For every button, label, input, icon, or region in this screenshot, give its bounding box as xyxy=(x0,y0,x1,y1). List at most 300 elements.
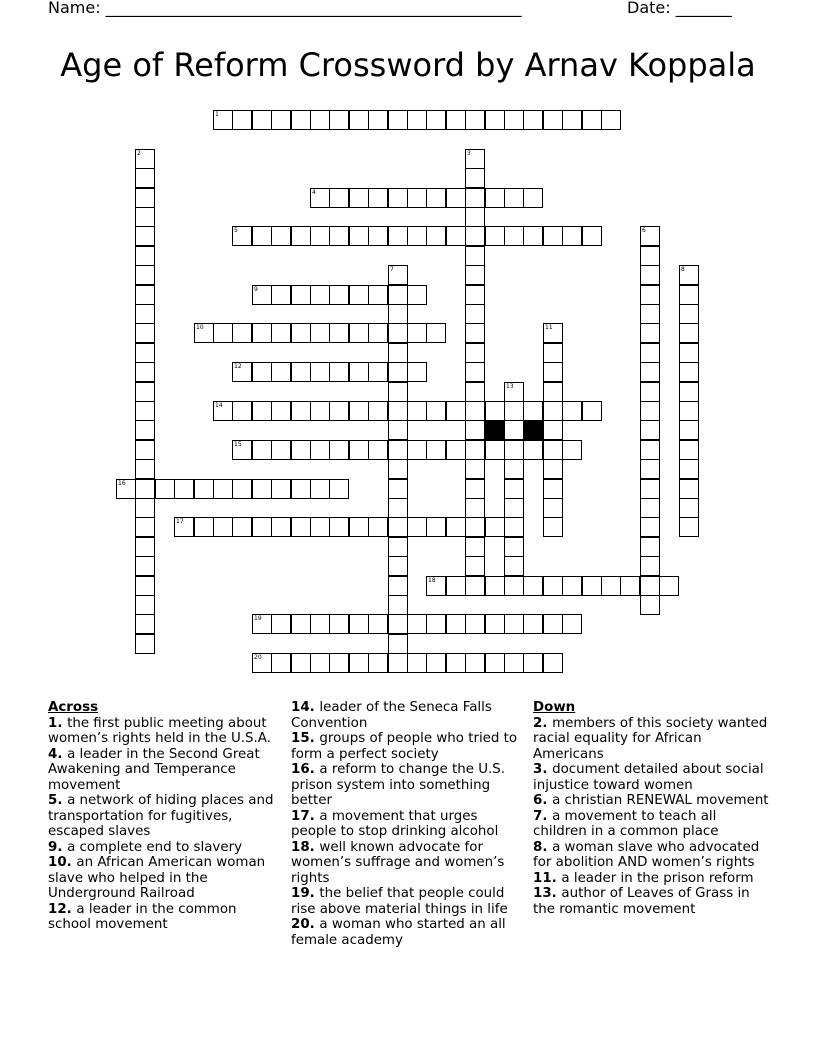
grid-cell[interactable] xyxy=(446,401,466,421)
grid-cell[interactable] xyxy=(232,401,252,421)
grid-cell[interactable] xyxy=(582,110,602,130)
grid-cell[interactable] xyxy=(135,537,155,557)
grid-cell[interactable] xyxy=(426,517,446,537)
grid-cell[interactable] xyxy=(368,517,388,537)
grid-cell[interactable] xyxy=(271,614,291,634)
grid-cell[interactable] xyxy=(135,265,155,285)
grid-cell[interactable] xyxy=(562,226,582,246)
grid-cell[interactable] xyxy=(329,479,349,499)
grid-cell[interactable] xyxy=(213,323,233,343)
grid-cell[interactable] xyxy=(640,420,660,440)
grid-cell[interactable] xyxy=(388,440,408,460)
grid-cell[interactable] xyxy=(291,110,311,130)
grid-cell[interactable] xyxy=(135,343,155,363)
grid-cell[interactable] xyxy=(504,479,524,499)
grid-cell[interactable] xyxy=(135,556,155,576)
grid-cell[interactable] xyxy=(485,653,505,673)
grid-cell[interactable] xyxy=(388,517,408,537)
grid-cell[interactable] xyxy=(640,401,660,421)
grid-cell[interactable] xyxy=(368,323,388,343)
grid-cell[interactable] xyxy=(465,343,485,363)
grid-cell[interactable] xyxy=(465,440,485,460)
grid-cell[interactable] xyxy=(135,149,155,169)
grid-cell[interactable] xyxy=(213,479,233,499)
grid-cell[interactable] xyxy=(310,479,330,499)
grid-cell[interactable] xyxy=(329,285,349,305)
grid-cell[interactable] xyxy=(640,595,660,615)
grid-cell[interactable] xyxy=(543,226,563,246)
grid-cell[interactable] xyxy=(252,226,272,246)
grid-cell[interactable] xyxy=(465,614,485,634)
grid-cell[interactable] xyxy=(465,207,485,227)
grid-cell[interactable] xyxy=(640,265,660,285)
grid-cell[interactable] xyxy=(291,479,311,499)
grid-cell[interactable] xyxy=(368,401,388,421)
grid-cell[interactable] xyxy=(329,226,349,246)
grid-cell[interactable] xyxy=(446,226,466,246)
grid-cell[interactable] xyxy=(310,440,330,460)
grid-cell[interactable] xyxy=(426,323,446,343)
grid-cell[interactable] xyxy=(232,323,252,343)
grid-cell[interactable] xyxy=(252,110,272,130)
grid-cell[interactable] xyxy=(135,420,155,440)
grid-cell[interactable] xyxy=(640,537,660,557)
grid-cell[interactable] xyxy=(504,517,524,537)
grid-cell[interactable] xyxy=(504,498,524,518)
grid-cell[interactable] xyxy=(679,304,699,324)
grid-cell[interactable] xyxy=(232,479,252,499)
grid-cell[interactable] xyxy=(213,110,233,130)
grid-cell[interactable] xyxy=(135,440,155,460)
grid-cell[interactable] xyxy=(446,517,466,537)
grid-cell[interactable] xyxy=(426,576,446,596)
grid-cell[interactable] xyxy=(640,556,660,576)
grid-cell[interactable] xyxy=(368,362,388,382)
grid-cell[interactable] xyxy=(562,614,582,634)
grid-cell[interactable] xyxy=(252,323,272,343)
grid-cell[interactable] xyxy=(543,323,563,343)
grid-cell[interactable] xyxy=(485,614,505,634)
grid-cell[interactable] xyxy=(407,653,427,673)
grid-cell[interactable] xyxy=(194,479,214,499)
grid-cell[interactable] xyxy=(465,382,485,402)
grid-cell[interactable] xyxy=(388,576,408,596)
grid-cell[interactable] xyxy=(135,634,155,654)
grid-cell[interactable] xyxy=(543,440,563,460)
grid-cell[interactable] xyxy=(485,188,505,208)
grid-cell[interactable] xyxy=(465,265,485,285)
grid-cell[interactable] xyxy=(291,517,311,537)
grid-cell[interactable] xyxy=(659,576,679,596)
grid-cell[interactable] xyxy=(465,149,485,169)
grid-cell[interactable] xyxy=(640,304,660,324)
grid-cell[interactable] xyxy=(291,323,311,343)
grid-cell[interactable] xyxy=(310,188,330,208)
grid-cell[interactable] xyxy=(465,188,485,208)
grid-cell[interactable] xyxy=(388,537,408,557)
grid-cell[interactable] xyxy=(291,440,311,460)
grid-cell[interactable] xyxy=(446,188,466,208)
grid-cell[interactable] xyxy=(388,265,408,285)
grid-cell[interactable] xyxy=(679,459,699,479)
grid-cell[interactable] xyxy=(349,653,369,673)
grid-cell[interactable] xyxy=(271,226,291,246)
grid-cell[interactable] xyxy=(543,420,563,440)
grid-cell[interactable] xyxy=(135,595,155,615)
grid-cell[interactable] xyxy=(485,226,505,246)
grid-cell[interactable] xyxy=(310,323,330,343)
grid-cell[interactable] xyxy=(640,323,660,343)
grid-cell[interactable] xyxy=(543,614,563,634)
grid-cell[interactable] xyxy=(155,479,175,499)
grid-cell[interactable] xyxy=(271,401,291,421)
grid-cell[interactable] xyxy=(679,401,699,421)
grid-cell[interactable] xyxy=(252,401,272,421)
grid-cell[interactable] xyxy=(601,110,621,130)
grid-cell[interactable] xyxy=(135,168,155,188)
grid-cell[interactable] xyxy=(465,110,485,130)
grid-cell[interactable] xyxy=(679,440,699,460)
grid-cell[interactable] xyxy=(640,517,660,537)
grid-cell[interactable] xyxy=(679,362,699,382)
grid-cell[interactable] xyxy=(291,401,311,421)
grid-cell[interactable] xyxy=(465,537,485,557)
grid-cell[interactable] xyxy=(679,343,699,363)
grid-cell[interactable] xyxy=(465,246,485,266)
grid-cell[interactable] xyxy=(504,226,524,246)
grid-cell[interactable] xyxy=(271,110,291,130)
grid-cell[interactable] xyxy=(446,576,466,596)
grid-cell[interactable] xyxy=(465,323,485,343)
grid-cell[interactable] xyxy=(485,440,505,460)
grid-cell[interactable] xyxy=(388,614,408,634)
grid-cell[interactable] xyxy=(135,498,155,518)
grid-cell[interactable] xyxy=(349,110,369,130)
grid-cell[interactable] xyxy=(465,401,485,421)
grid-cell[interactable] xyxy=(368,226,388,246)
grid-cell[interactable] xyxy=(640,459,660,479)
grid-cell[interactable] xyxy=(135,576,155,596)
grid-cell[interactable] xyxy=(426,614,446,634)
grid-cell[interactable] xyxy=(446,440,466,460)
grid-cell[interactable] xyxy=(504,614,524,634)
grid-cell[interactable] xyxy=(640,440,660,460)
grid-cell[interactable] xyxy=(252,285,272,305)
grid-cell[interactable] xyxy=(582,401,602,421)
grid-cell[interactable] xyxy=(446,614,466,634)
grid-cell[interactable] xyxy=(446,653,466,673)
grid-cell[interactable] xyxy=(252,517,272,537)
grid-cell[interactable] xyxy=(523,110,543,130)
grid-cell[interactable] xyxy=(368,285,388,305)
grid-cell[interactable] xyxy=(465,517,485,537)
grid-cell[interactable] xyxy=(271,440,291,460)
grid-cell[interactable] xyxy=(543,576,563,596)
grid-cell[interactable] xyxy=(523,401,543,421)
grid-cell[interactable] xyxy=(504,382,524,402)
grid-cell[interactable] xyxy=(194,323,214,343)
grid-cell[interactable] xyxy=(407,614,427,634)
grid-cell[interactable] xyxy=(135,362,155,382)
grid-cell[interactable] xyxy=(329,188,349,208)
grid-cell[interactable] xyxy=(310,110,330,130)
grid-cell[interactable] xyxy=(426,226,446,246)
grid-cell[interactable] xyxy=(310,362,330,382)
grid-cell[interactable] xyxy=(388,401,408,421)
grid-cell[interactable] xyxy=(485,401,505,421)
grid-cell[interactable] xyxy=(562,440,582,460)
grid-cell[interactable] xyxy=(232,440,252,460)
grid-cell[interactable] xyxy=(135,517,155,537)
grid-cell[interactable] xyxy=(504,188,524,208)
grid-cell[interactable] xyxy=(465,498,485,518)
grid-cell[interactable] xyxy=(640,246,660,266)
grid-cell[interactable] xyxy=(426,440,446,460)
grid-cell[interactable] xyxy=(232,226,252,246)
grid-cell[interactable] xyxy=(388,420,408,440)
grid-cell[interactable] xyxy=(329,362,349,382)
grid-cell[interactable] xyxy=(465,304,485,324)
grid-cell[interactable] xyxy=(271,323,291,343)
grid-cell[interactable] xyxy=(640,226,660,246)
grid-cell[interactable] xyxy=(135,614,155,634)
grid-cell[interactable] xyxy=(640,479,660,499)
grid-cell[interactable] xyxy=(349,188,369,208)
grid-cell[interactable] xyxy=(271,362,291,382)
grid-cell[interactable] xyxy=(135,246,155,266)
grid-cell[interactable] xyxy=(388,323,408,343)
grid-cell[interactable] xyxy=(135,323,155,343)
grid-cell[interactable] xyxy=(407,440,427,460)
grid-cell[interactable] xyxy=(640,362,660,382)
grid-cell[interactable] xyxy=(368,440,388,460)
grid-cell[interactable] xyxy=(543,343,563,363)
grid-cell[interactable] xyxy=(465,653,485,673)
grid-cell[interactable] xyxy=(329,653,349,673)
grid-cell[interactable] xyxy=(232,517,252,537)
grid-cell[interactable] xyxy=(485,110,505,130)
grid-cell[interactable] xyxy=(562,576,582,596)
grid-cell[interactable] xyxy=(252,362,272,382)
grid-cell[interactable] xyxy=(135,285,155,305)
grid-cell[interactable] xyxy=(407,362,427,382)
grid-cell[interactable] xyxy=(679,479,699,499)
grid-cell[interactable] xyxy=(232,110,252,130)
grid-cell[interactable] xyxy=(213,401,233,421)
grid-cell[interactable] xyxy=(543,401,563,421)
grid-cell[interactable] xyxy=(329,323,349,343)
grid-cell[interactable] xyxy=(329,614,349,634)
grid-cell[interactable] xyxy=(407,401,427,421)
grid-cell[interactable] xyxy=(349,517,369,537)
grid-cell[interactable] xyxy=(679,265,699,285)
grid-cell[interactable] xyxy=(388,382,408,402)
grid-cell[interactable] xyxy=(523,440,543,460)
grid-cell[interactable] xyxy=(543,382,563,402)
grid-cell[interactable] xyxy=(485,517,505,537)
grid-cell[interactable] xyxy=(504,537,524,557)
grid-cell[interactable] xyxy=(465,556,485,576)
grid-cell[interactable] xyxy=(426,653,446,673)
grid-cell[interactable] xyxy=(329,440,349,460)
grid-cell[interactable] xyxy=(523,188,543,208)
grid-cell[interactable] xyxy=(349,401,369,421)
grid-cell[interactable] xyxy=(349,362,369,382)
grid-cell[interactable] xyxy=(368,188,388,208)
grid-cell[interactable] xyxy=(271,285,291,305)
grid-cell[interactable] xyxy=(349,285,369,305)
grid-cell[interactable] xyxy=(329,110,349,130)
grid-cell[interactable] xyxy=(349,226,369,246)
grid-cell[interactable] xyxy=(407,188,427,208)
grid-cell[interactable] xyxy=(465,479,485,499)
grid-cell[interactable] xyxy=(116,479,136,499)
grid-cell[interactable] xyxy=(407,226,427,246)
grid-cell[interactable] xyxy=(426,401,446,421)
grid-cell[interactable] xyxy=(349,323,369,343)
grid-cell[interactable] xyxy=(523,226,543,246)
grid-cell[interactable] xyxy=(135,401,155,421)
grid-cell[interactable] xyxy=(640,382,660,402)
grid-cell[interactable] xyxy=(543,479,563,499)
grid-cell[interactable] xyxy=(640,285,660,305)
grid-cell[interactable] xyxy=(562,401,582,421)
grid-cell[interactable] xyxy=(291,226,311,246)
grid-cell[interactable] xyxy=(388,459,408,479)
grid-cell[interactable] xyxy=(252,479,272,499)
grid-cell[interactable] xyxy=(194,517,214,537)
grid-cell[interactable] xyxy=(582,576,602,596)
grid-cell[interactable] xyxy=(213,517,233,537)
grid-cell[interactable] xyxy=(388,653,408,673)
grid-cell[interactable] xyxy=(543,459,563,479)
grid-cell[interactable] xyxy=(291,653,311,673)
grid-cell[interactable] xyxy=(174,517,194,537)
grid-cell[interactable] xyxy=(562,110,582,130)
grid-cell[interactable] xyxy=(135,459,155,479)
grid-cell[interactable] xyxy=(640,498,660,518)
grid-cell[interactable] xyxy=(504,653,524,673)
grid-cell[interactable] xyxy=(465,576,485,596)
grid-cell[interactable] xyxy=(388,595,408,615)
grid-cell[interactable] xyxy=(465,168,485,188)
grid-cell[interactable] xyxy=(504,576,524,596)
grid-cell[interactable] xyxy=(504,440,524,460)
grid-cell[interactable] xyxy=(271,517,291,537)
grid-cell[interactable] xyxy=(329,401,349,421)
grid-cell[interactable] xyxy=(504,110,524,130)
grid-cell[interactable] xyxy=(620,576,640,596)
grid-cell[interactable] xyxy=(388,343,408,363)
grid-cell[interactable] xyxy=(388,556,408,576)
grid-cell[interactable] xyxy=(368,653,388,673)
grid-cell[interactable] xyxy=(388,304,408,324)
grid-cell[interactable] xyxy=(465,420,485,440)
grid-cell[interactable] xyxy=(252,614,272,634)
grid-cell[interactable] xyxy=(135,207,155,227)
grid-cell[interactable] xyxy=(543,110,563,130)
grid-cell[interactable] xyxy=(465,459,485,479)
grid-cell[interactable] xyxy=(388,226,408,246)
grid-cell[interactable] xyxy=(465,285,485,305)
grid-cell[interactable] xyxy=(135,479,155,499)
grid-cell[interactable] xyxy=(465,362,485,382)
grid-cell[interactable] xyxy=(679,498,699,518)
grid-cell[interactable] xyxy=(388,498,408,518)
grid-cell[interactable] xyxy=(349,440,369,460)
grid-cell[interactable] xyxy=(135,188,155,208)
grid-cell[interactable] xyxy=(135,382,155,402)
grid-cell[interactable] xyxy=(407,285,427,305)
grid-cell[interactable] xyxy=(388,479,408,499)
grid-cell[interactable] xyxy=(543,517,563,537)
grid-cell[interactable] xyxy=(640,343,660,363)
grid-cell[interactable] xyxy=(523,614,543,634)
grid-cell[interactable] xyxy=(329,517,349,537)
grid-cell[interactable] xyxy=(388,634,408,654)
grid-cell[interactable] xyxy=(523,653,543,673)
grid-cell[interactable] xyxy=(446,110,466,130)
grid-cell[interactable] xyxy=(543,653,563,673)
grid-cell[interactable] xyxy=(310,517,330,537)
grid-cell[interactable] xyxy=(310,614,330,634)
grid-cell[interactable] xyxy=(679,420,699,440)
grid-cell[interactable] xyxy=(485,576,505,596)
grid-cell[interactable] xyxy=(135,304,155,324)
grid-cell[interactable] xyxy=(679,517,699,537)
grid-cell[interactable] xyxy=(543,498,563,518)
grid-cell[interactable] xyxy=(174,479,194,499)
grid-cell[interactable] xyxy=(252,653,272,673)
grid-cell[interactable] xyxy=(407,110,427,130)
grid-cell[interactable] xyxy=(388,188,408,208)
grid-cell[interactable] xyxy=(679,323,699,343)
grid-cell[interactable] xyxy=(601,576,621,596)
grid-cell[interactable] xyxy=(291,362,311,382)
grid-cell[interactable] xyxy=(271,653,291,673)
grid-cell[interactable] xyxy=(504,556,524,576)
grid-cell[interactable] xyxy=(349,614,369,634)
grid-cell[interactable] xyxy=(426,110,446,130)
grid-cell[interactable] xyxy=(640,576,660,596)
grid-cell[interactable] xyxy=(291,614,311,634)
grid-cell[interactable] xyxy=(465,226,485,246)
grid-cell[interactable] xyxy=(368,110,388,130)
grid-cell[interactable] xyxy=(543,362,563,382)
grid-cell[interactable] xyxy=(679,285,699,305)
grid-cell[interactable] xyxy=(252,440,272,460)
grid-cell[interactable] xyxy=(271,479,291,499)
grid-cell[interactable] xyxy=(310,285,330,305)
grid-cell[interactable] xyxy=(135,226,155,246)
grid-cell[interactable] xyxy=(310,226,330,246)
grid-cell[interactable] xyxy=(407,323,427,343)
grid-cell[interactable] xyxy=(310,401,330,421)
grid-cell[interactable] xyxy=(504,459,524,479)
grid-cell[interactable] xyxy=(388,285,408,305)
grid-cell[interactable] xyxy=(679,382,699,402)
grid-cell[interactable] xyxy=(582,226,602,246)
grid-cell[interactable] xyxy=(291,285,311,305)
grid-cell[interactable] xyxy=(504,420,524,440)
grid-cell[interactable] xyxy=(388,110,408,130)
grid-cell[interactable] xyxy=(368,614,388,634)
grid-cell[interactable] xyxy=(310,653,330,673)
grid-cell[interactable] xyxy=(232,362,252,382)
grid-cell[interactable] xyxy=(407,517,427,537)
grid-cell[interactable] xyxy=(388,362,408,382)
grid-cell[interactable] xyxy=(523,576,543,596)
